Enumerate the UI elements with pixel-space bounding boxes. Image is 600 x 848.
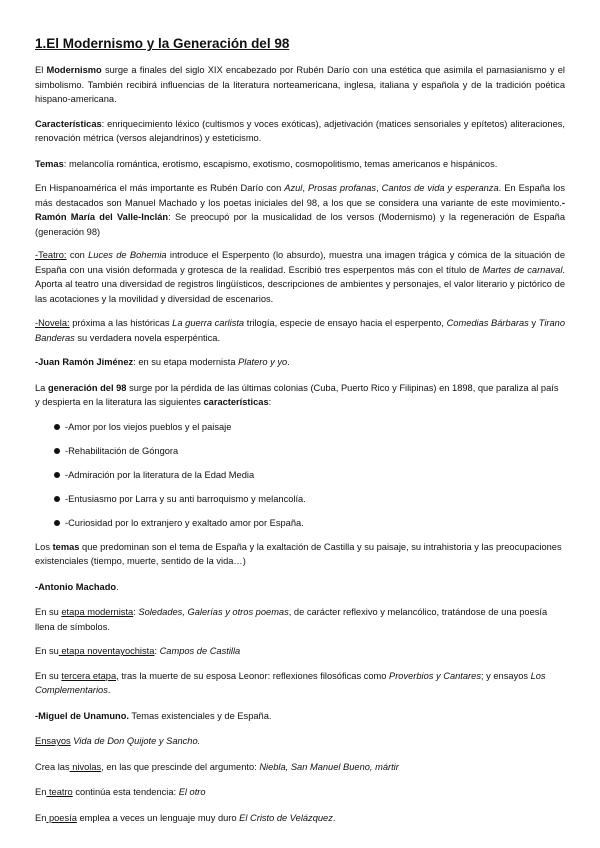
paragraph-hispanoamerica: En Hispanoamérica el más importante es Rubén Darío con Azul, Prosas profanas, Cantos de vida y esperanza. En España los más destacados son Manuel Machado y los poetas iniciales del 98, a los que se considera una variante de este movimiento.-Ramón María del Valle-Inclán: Se preocupó por la musicalidad de los versos (Modernismo) y la regeneración de España (generación 98) (35, 183, 566, 237)
paragraph-unamuno-poesia: En poesía emplea a veces un lenguaje muy duro El Cristo de Velázquez. (35, 812, 336, 823)
paragraph-novela: -Novela: próxima a las históricas La guerra carlista trilogía, especie de ensayo hacia el esperpento, Comedias Bárbaras y Tirano Banderas su verdadera novela esperpéntica. (35, 318, 565, 343)
paragraph-machado-tercera: En su tercera etapa, tras la muerte de su esposa Leonor: reflexiones filosóficas como Proverbios y Cantares; y ensayos Los Complementarios. (35, 670, 546, 695)
paragraph-generacion-98: La generación del 98 surge por la pérdida de las últimas colonias (Cuba, Puerto Rico y Filipinas) en 1898, que paraliza al país y despierta en la literatura las siguientes características: (35, 382, 559, 407)
characteristics-list (35, 420, 565, 530)
paragraph-teatro: -Teatro: con Luces de Bohemia introduce el Esperpento (lo absurdo), muestra una imagen trágica y cómica de la situación de España con una visión deformada y grotesca de la realidad. Escribió tres esperpentos más con el título de Martes de carnaval. Aporta al teatro una diversidad de registros lingüísticos, descripciones de ambientes y personajes, el valor literario y pictórico de las acotaciones y la movilidad y diversidad de escenarios. (35, 250, 566, 304)
bullet-icon (54, 424, 60, 430)
bullet-icon (54, 472, 60, 478)
list-item: -Admiración por la literatura de la Edad Media (35, 468, 565, 482)
paragraph-temas: Temas: melancolía romántica, erotismo, escapismo, exotismo, cosmopolitismo, temas americanos e hispánicos. (35, 158, 498, 169)
bullet-icon (54, 520, 60, 526)
section-title: 1.El Modernismo y la Generación del 98 (35, 36, 290, 51)
list-item: -Entusiasmo por Larra y su anti barroquismo y melancolía. (35, 492, 565, 506)
list-item: -Rehabilitación de Góngora (35, 444, 565, 458)
paragraph-machado-modernista: En su etapa modernista: Soledades, Galerías y otros poemas, de carácter reflexivo y melancólico, tratándose de una poesía llena de símbolos. (35, 607, 548, 632)
list-item: -Amor por los viejos pueblos y el paisaje (35, 420, 565, 434)
paragraph-machado-noventayochista: En su etapa noventayochista: Campos de Castilla (35, 646, 241, 656)
paragraph-temas-98: Los temas que predominan son el tema de España y la exaltación de Castilla y su paisaje, su intrahistoria y las preocupaciones existenciales (tiempo, muerte, sentido de la vida…) (35, 541, 562, 566)
paragraph-juan-ramon: -Juan Ramón Jiménez: en su etapa modernista Platero y yo. (35, 357, 290, 367)
paragraph-unamuno-teatro: En teatro continúa esta tendencia: El otro (35, 787, 206, 797)
document-page (35, 36, 565, 825)
list-item: -Curiosidad por lo extranjero y exaltado amor por España. (35, 516, 565, 530)
paragraph-unamuno-ensayos: Ensayos Vida de Don Quijote y Sancho. (35, 736, 201, 746)
heading-antonio-machado: -Antonio Machado. (35, 581, 119, 592)
bullet-icon (54, 448, 60, 454)
paragraph-unamuno-nivolas: Crea las nivolas, en las que prescinde del argumento: Niebla, San Manuel Bueno, mártir (35, 761, 399, 772)
bullet-icon (54, 496, 60, 502)
paragraph-modernismo-intro: El Modernismo surge a finales del siglo XIX encabezado por Rubén Darío con una estética que asimila el parnasianismo y el simbolismo. También recibirá influencias de la literatura norteamericana, inglesa, italiana y española y de la tradición poética hispano-americana. (35, 65, 565, 104)
heading-unamuno: -Miguel de Unamuno. Temas existenciales y de España. (35, 710, 272, 721)
paragraph-caracteristicas: Características: enriquecimiento léxico (cultismos y voces exóticas), adjetivación (matices sensoriales y epítetos) aliteraciones, renovación métrica (versos alejandrinos) y esteticismo. (35, 118, 565, 143)
